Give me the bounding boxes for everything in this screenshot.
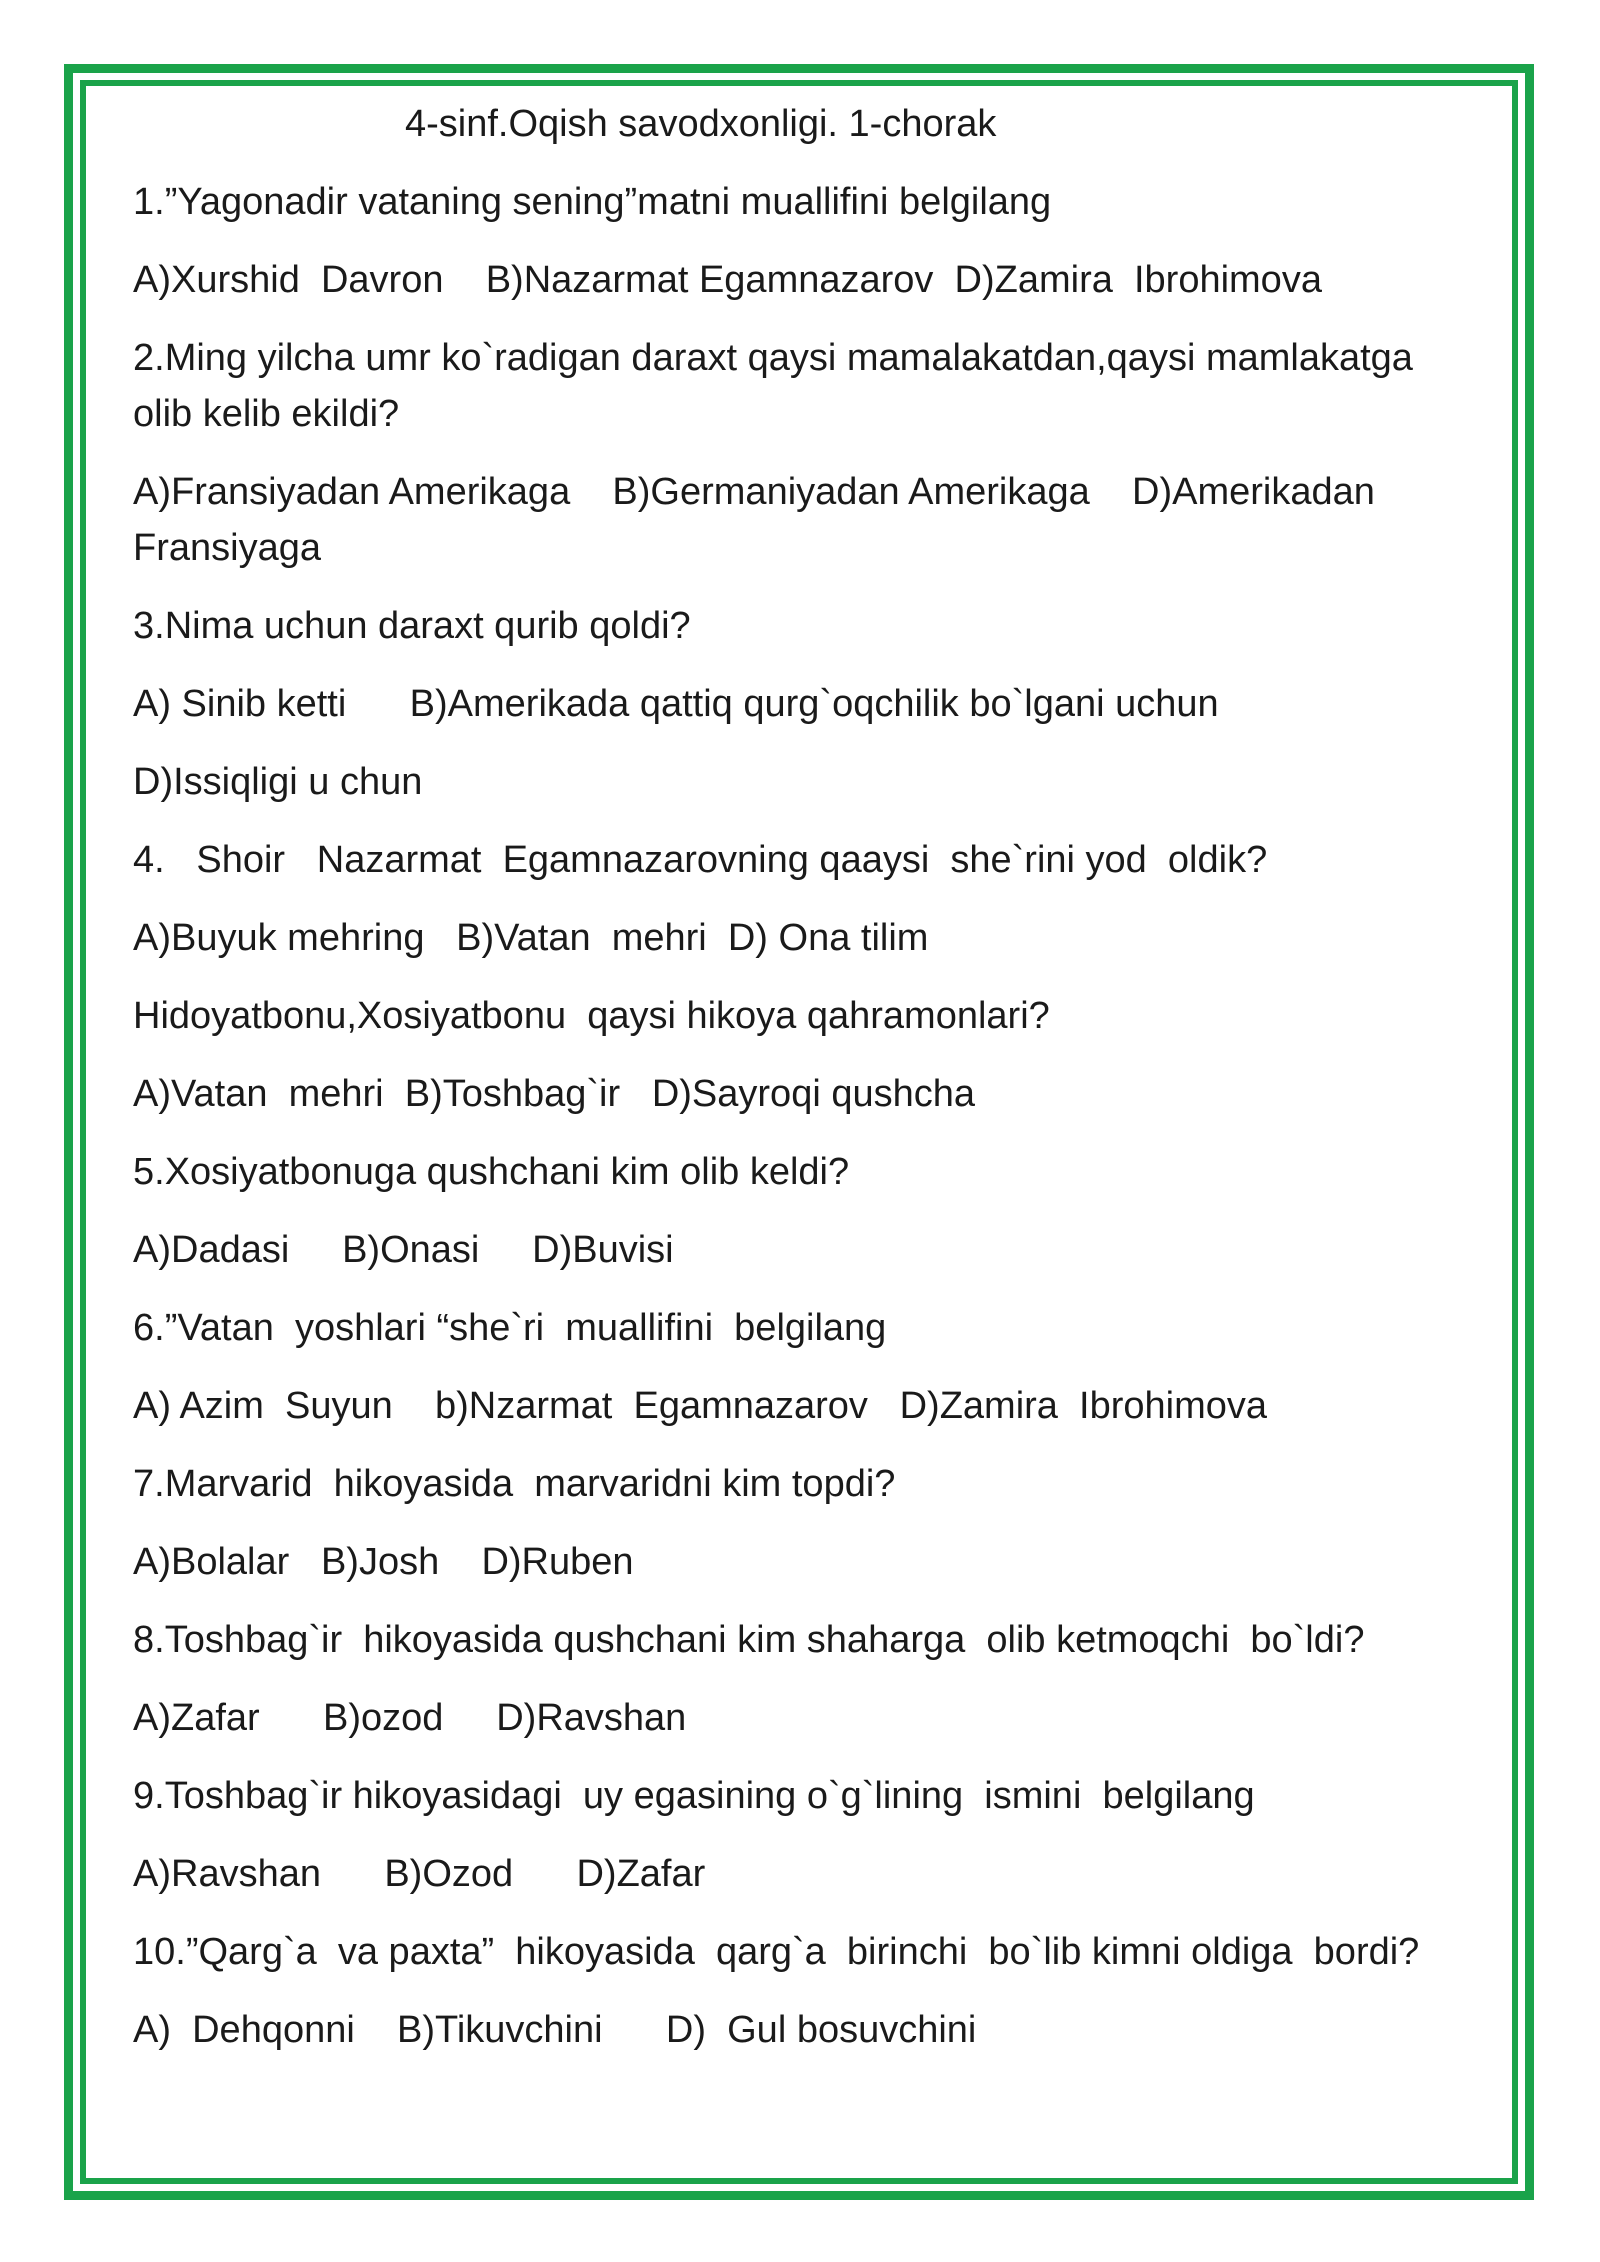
question-4b: Hidoyatbonu,Xosiyatbonu qaysi hikoya qahramonlari? — [133, 995, 1050, 1037]
answers-3b: D)Issiqligi u chun — [133, 761, 423, 803]
answers-10: A) Dehqonni B)Tikuvchini D) Gul bosuvchini — [133, 2009, 977, 2051]
question-2: 2.Ming yilcha umr ko`radigan daraxt qaysi mamalakatdan,qaysi mamlakatga olib kelib ekildi? — [133, 337, 1424, 435]
answers-1: A)Xurshid Davron B)Nazarmat Egamnazarov D)Zamira Ibrohimova — [133, 259, 1322, 301]
question-4: 4. Shoir Nazarmat Egamnazarovning qaaysi she`rini yod oldik? — [133, 839, 1268, 881]
question-9: 9.Toshbag`ir hikoyasidagi uy egasining o`g`lining ismini belgilang — [133, 1775, 1255, 1817]
answers-7: A)Bolalar B)Josh D)Ruben — [133, 1541, 634, 1583]
question-8: 8.Toshbag`ir hikoyasida qushchani kim shaharga olib ketmoqchi bo`ldi? — [133, 1619, 1365, 1661]
answers-4b: A)Vatan mehri B)Toshbag`ir D)Sayroqi qushcha — [133, 1073, 975, 1115]
document-body — [133, 96, 1473, 2080]
answers-6: A) Azim Suyun b)Nzarmat Egamnazarov D)Zamira Ibrohimova — [133, 1385, 1268, 1427]
answers-5: A)Dadasi B)Onasi D)Buvisi — [133, 1229, 674, 1271]
question-6: 6.”Vatan yoshlari “she`ri muallifini belgilang — [133, 1307, 887, 1349]
question-5: 5.Xosiyatbonuga qushchani kim olib keldi? — [133, 1151, 850, 1193]
answers-2: A)Fransiyadan Amerikaga B)Germaniyadan Amerikaga D)Amerikadan Fransiyaga — [133, 471, 1386, 569]
document-title: 4-sinf.Oqish savodxonligi. 1-chorak — [405, 103, 997, 145]
question-10: 10.”Qarg`a va paxta” hikoyasida qarg`a birinchi bo`lib kimni oldiga bordi? — [133, 1931, 1420, 1973]
answers-8: A)Zafar B)ozod D)Ravshan — [133, 1697, 687, 1739]
answers-4: A)Buyuk mehring B)Vatan mehri D) Ona tilim — [133, 917, 929, 959]
question-3: 3.Nima uchun daraxt qurib qoldi? — [133, 605, 691, 647]
question-7: 7.Marvarid hikoyasida marvaridni kim topdi? — [133, 1463, 896, 1505]
question-1: 1.”Yagonadir vataning sening”matni muallifini belgilang — [133, 181, 1052, 223]
answers-3a: A) Sinib ketti B)Amerikada qattiq qurg`oqchilik bo`lgani uchun — [133, 683, 1219, 725]
answers-9: A)Ravshan B)Ozod D)Zafar — [133, 1853, 706, 1895]
